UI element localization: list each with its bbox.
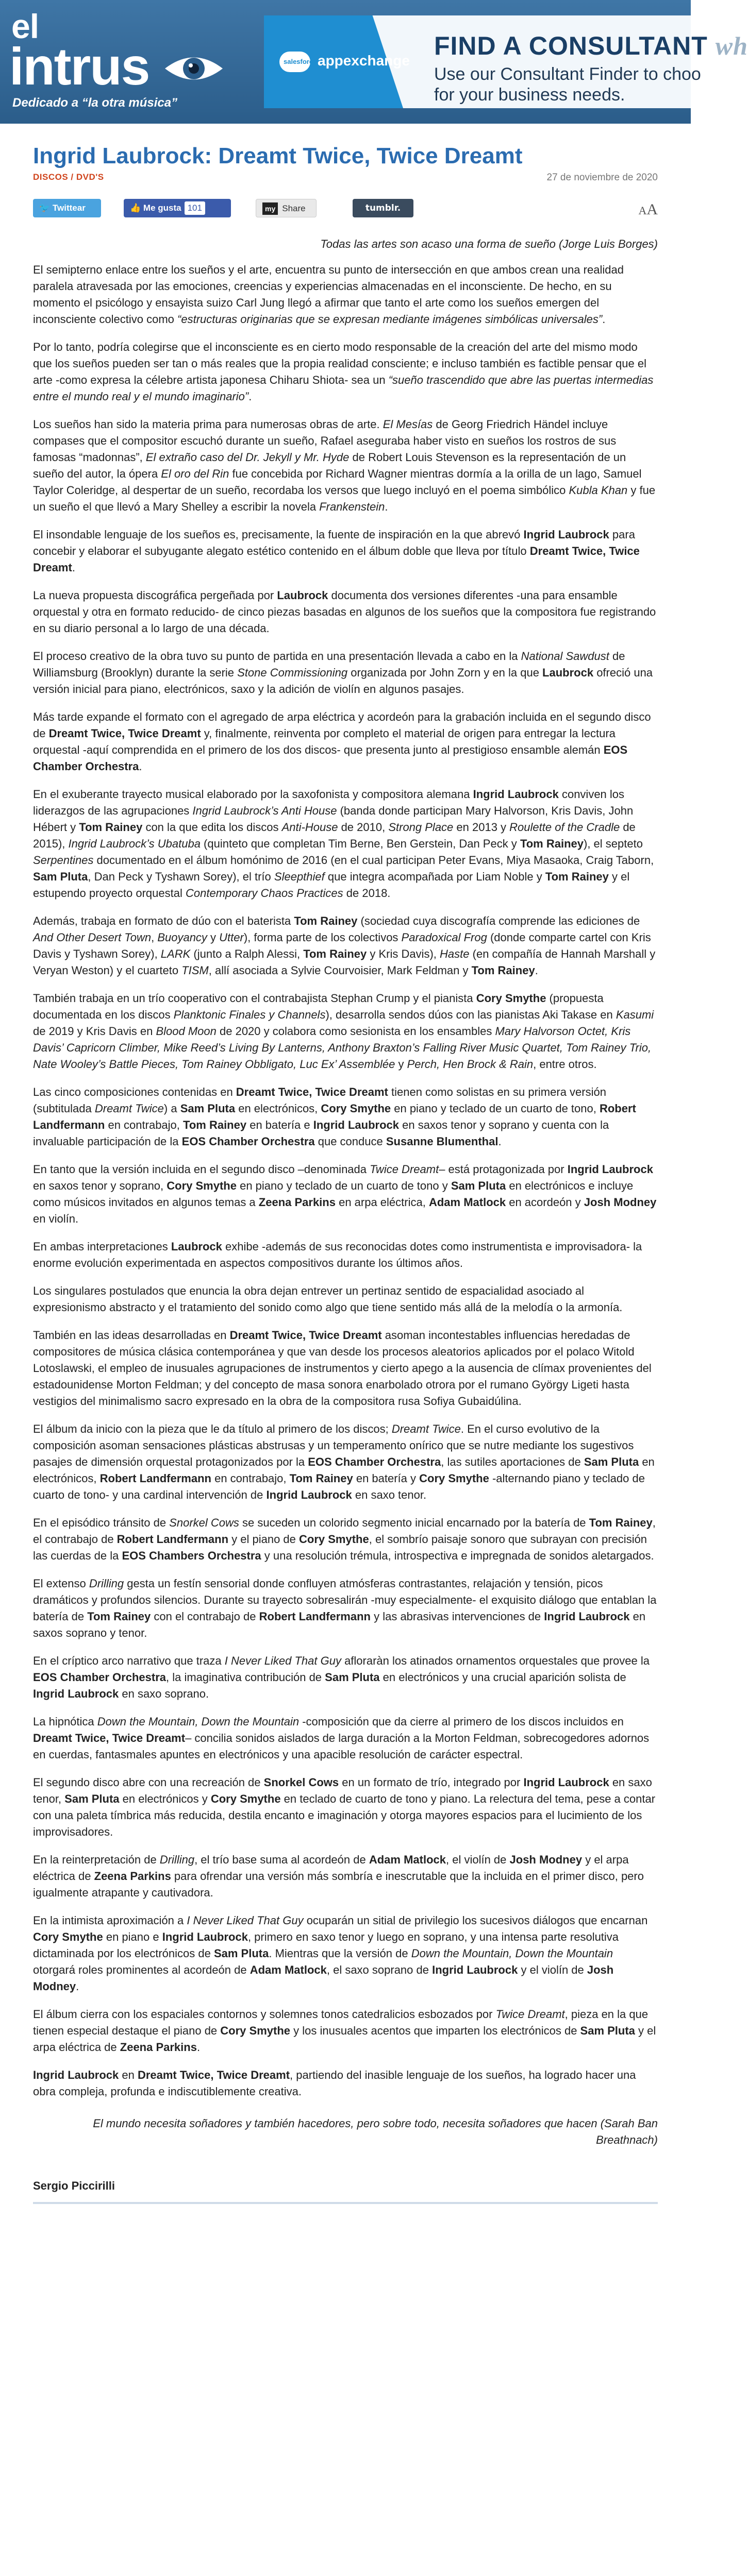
closing-quote: El mundo necesita soñadores y también hacedores, pero sobre todo, necesita soñadores que hacen (Sarah Ban Breathnach) — [93, 2117, 658, 2146]
paragraph: La hipnótica Down the Mountain, Down the Mountain -composición que da cierre al primero de los discos incluidos en Dreamt Twice, Twice Dreamt– concilia sonidos aislados de larga duración a la Morton Feldman, sobrecogedores adornos en cuerdas, fantasmales apuntes en electrónicos y una apacible resolución de carácter espectral. — [33, 1715, 650, 1761]
like-count: 101 — [185, 201, 205, 215]
paragraph: En tanto que la versión incluida en el segundo disco –denominada Twice Dreamt– está protagonizada por Ingrid Laubrock en saxos tenor y soprano, Cory Smythe en piano y teclado de un cuarto de tono y Sam Pluta en electrónicos e incluye como músicos invitados en algunos temas a Zeena Parkins en arpa eléctrica, Adam Matlock en acordeón y Josh Modney en violín. — [33, 1163, 657, 1225]
footer-divider — [33, 2202, 658, 2204]
ad-brand: salesforce — [284, 58, 317, 65]
article-category-link[interactable]: DISCOS / DVD'S — [33, 172, 104, 182]
logo-el-text: el — [11, 7, 39, 45]
share-bar — [33, 196, 658, 222]
paragraph: En la reinterpretación de Drilling, el trío base suma al acordeón de Adam Matlock, el violín de Josh Modney y el arpa eléctrica de Zeena Parkins para ofrendar una versión más sombría e inescrutable que la incluida en el primer disco, pero igualmente atrapante y cautivadora. — [33, 1853, 644, 1899]
paragraph: También en las ideas desarrolladas en Dreamt Twice, Twice Dreamt asoman incontestables influencias heredadas de compositores de música clásica contemporánea y que van desde los procesos aleatorios aplicados por el polaco Witold Lotoslawski, el empleo de inusuales agrupaciones de instrumentos y cierto apego a la ausencia de clímax provenientes del estadounidense Morton Feldman; y del concepto de masa sonora enarbolado otrora por el rumano György Ligeti hasta vestigios del minimalismo sacro expresado en la obra de la compositora rusa Sofiya Gubaidúlina. — [33, 1329, 652, 1408]
article — [33, 142, 658, 2204]
font-decrease-button[interactable]: A — [638, 204, 647, 217]
article-date: 27 de noviembre de 2020 — [546, 172, 658, 183]
facebook-like-button[interactable]: 👍 Me gusta 101 — [124, 199, 231, 217]
paragraph: Las cinco composiciones contenidas en Dreamt Twice, Twice Dreamt tienen como solistas en su primera versión (subtitulada Dreamt Twice) a Sam Pluta en electrónicos, Cory Smythe en piano y teclado de un cuarto de tono, Robert Landfermann en contrabajo, Tom Rainey en batería e Ingrid Laubrock en saxos tenor y soprano y cuenta con la invaluable participación de la EOS Chamber Orchestra que conduce Susanne Blumenthal. — [33, 1086, 636, 1148]
logo-intrus-text: intrus — [9, 37, 149, 96]
epigraph: Todas las artes son acaso una forma de sueño (Jorge Luis Borges) — [320, 238, 658, 250]
paragraph: El segundo disco abre con una recreación de Snorkel Cows en un formato de trío, integrado por Ingrid Laubrock en saxo tenor, Sam Pluta en electrónicos y Cory Smythe en teclado de cuarto de tono y piano. La relectura del tema, pese a contar con una paleta tímbrica más reducida, destila encanto e imaginación y otorga mayores espacios para el lucimiento de los improvisadores. — [33, 1776, 656, 1838]
ad-title: FIND A CONSULTANT wh — [434, 31, 748, 60]
twitter-bird-icon: 🐦 — [39, 203, 51, 213]
paragraph: La nueva propuesta discográfica pergeñada por Laubrock documenta dos versiones diferentes -una para ensamble orquestal y otra en formato reducido- de cinco piezas basadas en algunos de los sueños que la compositora fue registrando en su diario personal a lo largo de una década. — [33, 589, 656, 635]
article-meta — [33, 172, 658, 188]
paragraph: El semipterno enlace entre los sueños y el arte, encuentra su punto de intersección en que ambos crean una realidad paralela atravesada por las emociones, creencias y experiencias almacenadas en el inconsciente. De hecho, en su momento el psicólogo y ensayista suizo Carl Jung llegó a afirmar que tanto el arte como los sueños emergen del inconsciente colectivo como “estructuras originarias que se expresan mediante imágenes simbólicas universales”. — [33, 263, 624, 326]
paragraph: Además, trabaja en formato de dúo con el baterista Tom Rainey (sociedad cuya discografía comprende las ediciones de And Other Desert Town, Buoyancy y Utter), forma parte de los colectivos Paradoxical Frog (donde comparte cartel con Kris Davis y Tyshawn Sorey), LARK (junto a Ralph Alessi, Tom Rainey y Kris Davis), Haste (en compañía de Hannah Marshall y Veryan Weston) y el cuarteto TISM, allí asociada a Sylvie Courvoisier, Mark Feldman y Tom Rainey. — [33, 914, 656, 977]
paragraph: El álbum da inicio con la pieza que le da título al primero de los discos; Dreamt Twice. En el curso evolutivo de la composición asoman sensaciones plásticas abstrusas y un temperamento onírico que se nutre mediante los sugestivos pasajes de dimensión orquestal protagonizados por la EOS Chamber Orchestra, las sutiles aportaciones de Sam Pluta en electrónicos, Robert Landfermann en contrabajo, Tom Rainey en batería y Cory Smythe -alternando piano y teclado de cuarto de tono- y una cardinal intervención de Ingrid Laubrock en saxo tenor. — [33, 1422, 655, 1501]
paragraph: En ambas interpretaciones Laubrock exhibe -además de sus reconocidas dotes como instrumentista e improvisadora- la enorme evolución experimentada en aspectos compositivos durante los últimos años. — [33, 1240, 642, 1269]
paragraph: El extenso Drilling gesta un festín sensorial donde confluyen atmósferas contrastantes, relajación y tensión, picos dramáticos y profundos silencios. Durante su trayecto sobresalirán -muy especialmente- el exquisito diálogo que entablan la batería de Tom Rainey con el contrabajo de Robert Landfermann y las abrasivas intervenciones de Ingrid Laubrock en saxos soprano y tenor. — [33, 1577, 657, 1639]
paragraph: En el episódico tránsito de Snorkel Cows se suceden un colorido segmento inicial encarnado por la batería de Tom Rainey, el contrabajo de Robert Landfermann y el piano de Cory Smythe, el sombrío paisaje sonoro que subrayan con precisión las cuerdas de la EOS Chambers Orchestra y una resolución trémula, introspectiva e impregnada de sonidos aletargados. — [33, 1516, 656, 1562]
paragraph: El insondable lenguaje de los sueños es, precisamente, la fuente de inspiración en la que abrevó Ingrid Laubrock para concebir y elaborar el subyugante alegato estético contenido en el álbum doble que lleva por título Dreamt Twice, Twice Dreamt. — [33, 528, 640, 574]
paragraph: En el exuberante trayecto musical elaborado por la saxofonista y compositora alemana Ingrid Laubrock conviven los liderazgos de las agrupaciones Ingrid Laubrock’s Anti House (banda donde participan Mary Halvorson, Kris Davis, John Hébert y Tom Rainey con la que edita los discos Anti-House de 2010, Strong Place en 2013 y Roulette of the Cradle de 2015), Ingrid Laubrock’s Ubatuba (quinteto que completan Tim Berne, Ben Gerstein, Dan Peck y Tom Rainey), el septeto Serpentines documentado en el álbum homónimo de 2016 (en el cual participan Peter Evans, Miya Masaoka, Craig Taborn, Sam Pluta, Dan Peck y Tyshawn Sorey), el trío Sleepthief que integra acompañada por Liam Noble y Tom Rainey y el estupendo proyecto orquestal Contemporary Chaos Practices de 2018. — [33, 788, 654, 900]
paragraph: Los singulares postulados que enuncia la obra dejan entrever un pertinaz sentido de espacialidad asociado al expresionismo abstracto y el tratamiento del sonido como algo que tiene sentido más allá de la melodía o la armonía. — [33, 1284, 623, 1314]
paragraph: Más tarde expande el formato con el agregado de arpa eléctrica y acordeón para la grabación incluida en el segundo disco de Dreamt Twice, Twice Dreamt y, finalmente, reinventa por completo el material de origen para entregar la lectura orquestal -aquí comprendida en el primero de los dos discos- que presenta junto al prestigioso ensamble alemán EOS Chamber Orchestra. — [33, 710, 651, 773]
site-logo[interactable] — [9, 9, 252, 115]
article-title: Ingrid Laubrock: Dreamt Twice, Twice Dreamt — [33, 143, 523, 168]
paragraph: Ingrid Laubrock en Dreamt Twice, Twice Dreamt, partiendo del inasible lenguaje de los sueños, ha logrado hacer una obra compleja, profunda e indiscutiblemente creativa. — [33, 2069, 636, 2098]
eye-icon — [164, 53, 224, 84]
tumblr-share-button[interactable]: tumblr. — [353, 199, 413, 217]
paragraph: En el críptico arco narrativo que traza I Never Liked That Guy afloraràn los atinados ornamentos orquestales que provee la EOS Chamber Orchestra, la imaginativa contribución de Sam Pluta en electrónicos y una crucial aparición solista de Ingrid Laubrock en saxo soprano. — [33, 1654, 650, 1700]
paragraph: El proceso creativo de la obra tuvo su punto de partida en una presentación llevada a cabo en la National Sawdust de Williamsburg (Brooklyn) durante la serie Stone Commissioning organizada por John Zorn y en la que Laubrock ofreció una versión inicial para piano, electrónicos, saxo y la adición de violín en algunos pasajes. — [33, 650, 653, 696]
paragraph: Por lo tanto, podría colegirse que el inconsciente es en cierto modo responsable de la creación del arte del mismo modo que los sueños pueden ser tan o más reales que la propia realidad consciente; e incluso también es factible pensar que el arte -como expresa la célebre artista japonesa Chiharu Shiota- sea un “sueño trascendido que abre las puertas intermedias entre el mundo real y el mundo imaginario”. — [33, 341, 654, 403]
font-size-controls — [638, 201, 658, 218]
site-header — [0, 0, 748, 124]
myspace-share-button[interactable]: my Share — [256, 199, 317, 217]
paragraph: También trabaja en un trío cooperativo con el contrabajista Stephan Crump y el pianista Cory Smythe (propuesta documentada en los discos Planktonic Finales y Channels), desarrolla sendos dúos con las pianistas Aki Takase en Kasumi de 2019 y Kris Davis en Blood Moon de 2020 y colabora como sesionista en los ensambles Mary Halvorson Octet, Kris Davis’ Capricorn Climber, Mike Reed’s Living By Lanterns, Anthony Braxton’s Falling River Music Quartet, Tom Rainey Trio, Nate Wooley’s Battle Pieces, Tom Rainey Obbligato, Luc Ex’ Assemblée y Perch, Hen Brock & Rain, entre otros. — [33, 992, 654, 1071]
site-tagline: Dedicado a “la otra música” — [12, 96, 178, 110]
advertisement-banner[interactable] — [264, 15, 748, 108]
paragraph: En la intimista aproximación a I Never Liked That Guy ocuparán un sitial de privilegio los sucesivos diálogos que encarnan Cory Smythe en piano e Ingrid Laubrock, primero en saxo tenor y luego en soprano, y una intensa parte resolutiva dictaminada por los electrónicos de Sam Pluta. Mientras que la versión de Down the Mountain, Down the Mountain otorgará roles prominentes al acordeón de Adam Matlock, el saxo soprano de Ingrid Laubrock y el violín de Josh Modney. — [33, 1914, 648, 1993]
paragraph: Los sueños han sido la materia prima para numerosas obras de arte. El Mesías de Georg Friedrich Händel incluye compases que el compositor escuchó durante un sueño, Rafael aseguraba haber visto en sueños los rostros de sus famosas “madonnas”, El extraño caso del Dr. Jekyll y Mr. Hyde de Robert Louis Stevenson es la representación de un sueño del autor, la ópera El oro del Rin fue concebida por Richard Wagner mientras dormía a la orilla de un lago, Samuel Taylor Coleridge, al despertar de un sueño, recordaba los versos que luego incluyó en el poema simbólico Kubla Khan y fue un sueño el que llevó a Mary Shelley a escribir la novela Frankenstein. — [33, 418, 656, 513]
article-body — [33, 262, 658, 2100]
thumbs-up-icon: 👍 — [130, 203, 141, 213]
paragraph: El álbum cierra con los espaciales contornos y solemnes tonos catedralicios esbozados por Twice Dreamt, pieza en la que tienen especial destaque el piano de Cory Smythe y los inusuales acentos que imparten los electrónicos de Sam Pluta y el arpa eléctrica de Zeena Parkins. — [33, 2008, 656, 2054]
ad-app-name: appexchange — [318, 53, 410, 69]
ad-subtitle: Use our Consultant Finder to choo for your business needs. — [434, 64, 701, 105]
font-increase-button[interactable]: A — [646, 201, 658, 218]
article-author: Sergio Piccirilli — [33, 2179, 115, 2192]
myspace-icon: my — [262, 202, 278, 215]
twitter-share-button[interactable]: 🐦 Twittear — [33, 199, 101, 217]
